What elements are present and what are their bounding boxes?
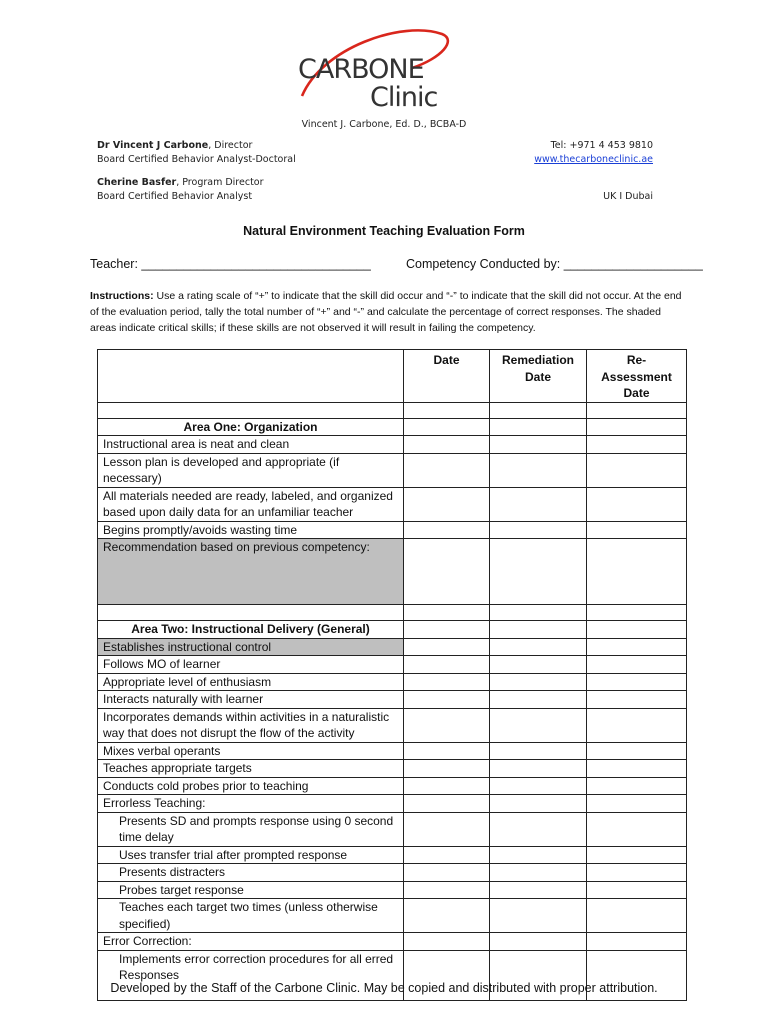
director-role: , Director: [208, 140, 253, 151]
table-row: [98, 881, 687, 899]
evaluation-table: [97, 349, 687, 1001]
area-one-title: Area One: Organization: [98, 418, 404, 436]
area-one-row: [98, 418, 687, 436]
director-block: [97, 139, 296, 167]
table-row: [98, 402, 687, 418]
table-row: [98, 691, 687, 709]
recommendation-label: Recommendation based on previous competency:: [98, 539, 404, 605]
skill-label: Establishes instructional control: [98, 638, 404, 656]
table-row: [98, 708, 687, 742]
program-director-name: Cherine Basfer: [97, 177, 177, 188]
table-row: [98, 777, 687, 795]
area-two-title: Area Two: Instructional Delivery (General): [98, 621, 404, 639]
instructions: [90, 288, 690, 336]
logo-text-carbone: CARBONE: [298, 54, 424, 85]
skill-label: Teaches appropriate targets: [98, 760, 404, 778]
table-row: [98, 656, 687, 674]
table-row: [98, 436, 687, 454]
skill-label: Presents distracters: [98, 864, 404, 882]
table-row: [98, 742, 687, 760]
table-row: [98, 899, 687, 933]
skill-label: All materials needed are ready, labeled, and organized based upon daily data for an unfamiliar teacher: [98, 487, 404, 521]
contact-block: [534, 139, 653, 167]
carbone-clinic-logo: [292, 28, 462, 116]
skill-label: Implements error correction procedures for all erred Responses: [98, 950, 404, 1000]
skill-label: Teaches each target two times (unless otherwise specified): [98, 899, 404, 933]
table-row: [98, 521, 687, 539]
skill-label: Appropriate level of enthusiasm: [98, 673, 404, 691]
skill-label: Presents SD and prompts response using 0 second time delay: [98, 812, 404, 846]
director-name: Dr Vincent J Carbone: [97, 140, 209, 151]
skill-label: Incorporates demands within activities in a naturalistic way that does not disrupt the flow of the activity: [98, 708, 404, 742]
table-row: [98, 846, 687, 864]
program-director-block: [97, 176, 264, 204]
website-link[interactable]: www.thecarboneclinic.ae: [534, 154, 653, 165]
skill-label: Errorless Teaching:: [98, 795, 404, 813]
area-two-row: [98, 621, 687, 639]
skill-label: Instructional area is neat and clean: [98, 436, 404, 454]
competency-field[interactable]: Competency Conducted by: ____________________: [406, 257, 703, 271]
skill-label: Conducts cold probes prior to teaching: [98, 777, 404, 795]
skill-label: Uses transfer trial after prompted response: [98, 846, 404, 864]
table-row: [98, 864, 687, 882]
logo-text-clinic: Clinic: [370, 82, 438, 113]
skill-label: Follows MO of learner: [98, 656, 404, 674]
table-row: [98, 795, 687, 813]
table-header-row: [98, 350, 687, 403]
header-skill: [98, 350, 404, 403]
clinic-subtitle: Vincent J. Carbone, Ed. D., BCBA-D: [301, 119, 467, 130]
instructions-label: Instructions:: [90, 290, 154, 302]
form-title: Natural Environment Teaching Evaluation Form: [243, 224, 525, 238]
table-row: [98, 760, 687, 778]
table-row: [98, 673, 687, 691]
skill-label: Error Correction:: [98, 933, 404, 951]
instructions-text: Use a rating scale of “+” to indicate that the skill did occur and “-” to indicate that the skill did not occur. At the end of the evaluation period, tally the total number of “+” and “-” and calculate the percentage of correct responses. The shaded areas indicate critical skills; if these skills are not observed it will result in failing the competency.: [90, 290, 682, 334]
table-row: [98, 812, 687, 846]
header-date: Date: [404, 350, 490, 403]
skill-label: Probes target response: [98, 881, 404, 899]
teacher-field[interactable]: Teacher: _________________________________: [90, 257, 371, 271]
skill-label: Lesson plan is developed and appropriate (if necessary): [98, 453, 404, 487]
director-cert: Board Certified Behavior Analyst-Doctoral: [97, 154, 296, 165]
skill-label: Interacts naturally with learner: [98, 691, 404, 709]
header-remediation-date: Remediation Date: [490, 350, 587, 403]
location-text: UK I Dubai: [603, 191, 653, 202]
program-director-cert: Board Certified Behavior Analyst: [97, 191, 253, 202]
header-reassessment-date: Re-Assessment Date: [587, 350, 687, 403]
table-row: [98, 933, 687, 951]
recommendation-row: [98, 539, 687, 605]
footer-attribution: Developed by the Staff of the Carbone Clinic. May be copied and distributed with proper attribution.: [110, 981, 658, 995]
skill-label: Mixes verbal operants: [98, 742, 404, 760]
program-director-role: , Program Director: [176, 177, 264, 188]
table-row: [98, 453, 687, 487]
tel-number: Tel: +971 4 453 9810: [550, 140, 653, 151]
table-row: [98, 638, 687, 656]
table-row: [98, 605, 687, 621]
table-row: [98, 487, 687, 521]
skill-label: Begins promptly/avoids wasting time: [98, 521, 404, 539]
